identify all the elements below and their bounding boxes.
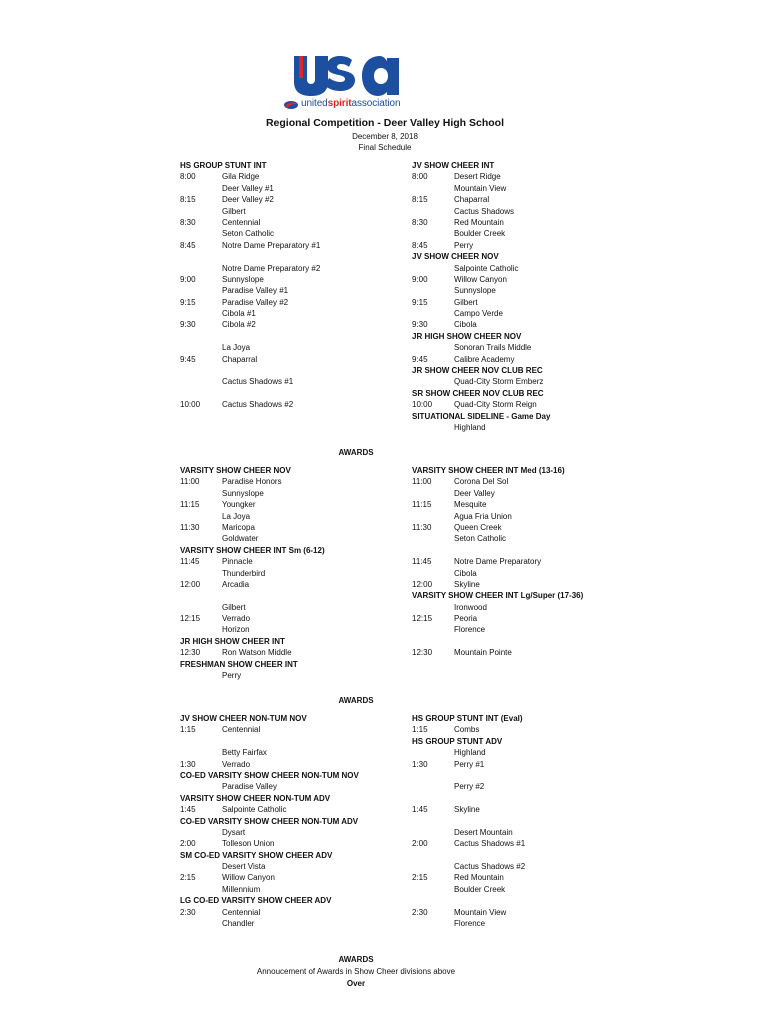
schedule-row bbox=[412, 488, 652, 499]
schedule-row bbox=[412, 613, 652, 624]
team-name: Gila Ridge bbox=[222, 172, 260, 182]
time-slot: 8:00 bbox=[412, 172, 428, 182]
time-slot: 12:00 bbox=[412, 579, 433, 589]
time-slot: 8:45 bbox=[412, 240, 428, 250]
team-name: Mountain View bbox=[454, 183, 507, 193]
division-name: SM CO-ED VARSITY SHOW CHEER ADV bbox=[180, 850, 333, 860]
time-slot: 1:45 bbox=[412, 805, 428, 815]
schedule-row bbox=[180, 194, 400, 205]
schedule-row bbox=[180, 759, 400, 770]
page-title: Regional Competition - Deer Valley High School bbox=[265, 117, 505, 129]
schedule-row bbox=[180, 206, 400, 217]
schedule-row bbox=[412, 342, 652, 353]
schedule-row bbox=[180, 781, 400, 792]
team-name: Chaparral bbox=[454, 195, 490, 205]
time-slot: 1:30 bbox=[180, 759, 196, 769]
team-name: Sunnyslope bbox=[222, 488, 264, 498]
schedule-row bbox=[412, 240, 652, 251]
schedule-row bbox=[412, 884, 652, 895]
division-heading bbox=[180, 659, 400, 670]
schedule-row bbox=[180, 476, 400, 487]
time-slot: 9:00 bbox=[412, 274, 428, 284]
team-name: Paradise Honors bbox=[222, 477, 282, 487]
logo-tagline bbox=[301, 98, 400, 109]
schedule-row bbox=[180, 624, 400, 635]
schedule-row bbox=[412, 850, 652, 861]
time-slot: 2:30 bbox=[180, 907, 196, 917]
schedule-row bbox=[180, 602, 400, 613]
team-name: Seton Catholic bbox=[454, 534, 507, 544]
schedule-row bbox=[180, 613, 400, 624]
team-name: Cibola #2 bbox=[222, 320, 256, 330]
team-name: Notre Dame Preparatory bbox=[454, 557, 542, 567]
team-name: Corona Del Sol bbox=[454, 477, 509, 487]
schedule-row bbox=[180, 670, 400, 681]
division-name: JV SHOW CHEER NOV bbox=[412, 252, 499, 262]
schedule-row bbox=[180, 285, 400, 296]
team-name: Quad-City Storm Emberz bbox=[454, 377, 544, 387]
schedule-row bbox=[180, 499, 400, 510]
schedule-row bbox=[180, 183, 400, 194]
team-name: Cibola bbox=[454, 568, 477, 578]
team-name: Highland bbox=[454, 422, 486, 432]
team-name: Perry bbox=[454, 240, 474, 250]
schedule-row bbox=[412, 838, 652, 849]
team-name: Salpointe Catholic bbox=[454, 263, 519, 273]
schedule-row bbox=[412, 422, 652, 433]
division-name: VARSITY SHOW CHEER NOV bbox=[180, 466, 291, 475]
schedule-row bbox=[180, 297, 400, 308]
footer-awards: AWARDS bbox=[338, 955, 374, 964]
time-slot: 1:15 bbox=[412, 725, 428, 735]
division-name: SR SHOW CHEER NOV CLUB REC bbox=[412, 388, 544, 398]
team-name: Perry bbox=[222, 671, 242, 681]
schedule-row bbox=[412, 228, 652, 239]
division-name: JR HIGH SHOW CHEER INT bbox=[180, 636, 285, 646]
team-name: Deer Valley bbox=[454, 488, 495, 498]
footer-over: Over bbox=[346, 979, 366, 988]
schedule-row bbox=[412, 545, 652, 556]
team-name: Gilbert bbox=[454, 297, 478, 307]
time-slot: 9:00 bbox=[180, 274, 196, 284]
team-name: Skyline bbox=[454, 579, 480, 589]
schedule-row bbox=[412, 602, 652, 613]
time-slot: 11:00 bbox=[180, 477, 200, 487]
team-name: Paradise Valley #2 bbox=[222, 297, 289, 307]
division-heading bbox=[412, 590, 652, 601]
schedule-row bbox=[180, 884, 400, 895]
schedule-row bbox=[180, 522, 400, 533]
schedule-row bbox=[412, 217, 652, 228]
schedule-row bbox=[412, 872, 652, 883]
time-slot: 10:00 bbox=[412, 400, 433, 410]
division-heading bbox=[180, 545, 400, 556]
team-name: Cactus Shadows #2 bbox=[222, 400, 294, 410]
team-name: Deer Valley #1 bbox=[222, 183, 274, 193]
team-name: Centennial bbox=[222, 725, 261, 735]
team-name: Deer Valley #2 bbox=[222, 195, 274, 205]
division-heading bbox=[412, 713, 652, 724]
team-name: Perry #1 bbox=[454, 759, 485, 769]
team-name: Horizon bbox=[222, 625, 250, 635]
schedule-row bbox=[412, 522, 652, 533]
division-name: HS GROUP STUNT ADV bbox=[412, 736, 503, 746]
schedule-row bbox=[412, 476, 652, 487]
team-name: Cactus Shadows #1 bbox=[222, 377, 294, 387]
schedule-row bbox=[180, 804, 400, 815]
team-name: Perry #2 bbox=[454, 782, 485, 792]
team-name: Sonoran Trails Middle bbox=[454, 343, 532, 353]
time-slot: 2:00 bbox=[412, 839, 428, 849]
time-slot: 11:30 bbox=[180, 522, 200, 532]
schedule-row bbox=[412, 636, 652, 647]
schedule-row bbox=[180, 240, 400, 251]
schedule-row bbox=[412, 285, 652, 296]
division-heading bbox=[412, 388, 652, 399]
schedule-row bbox=[180, 556, 400, 567]
time-slot: 8:45 bbox=[180, 240, 196, 250]
time-slot: 2:15 bbox=[180, 873, 196, 883]
schedule-row bbox=[412, 206, 652, 217]
time-slot: 12:15 bbox=[180, 614, 201, 624]
team-name: Desert Vista bbox=[222, 862, 266, 872]
team-name: Boulder Creek bbox=[454, 229, 506, 239]
team-name: Boulder Creek bbox=[454, 884, 506, 894]
division-heading bbox=[412, 411, 652, 422]
team-name: Highland bbox=[454, 748, 486, 758]
division-heading bbox=[412, 251, 652, 262]
schedule-row bbox=[412, 907, 652, 918]
schedule-row bbox=[412, 770, 652, 781]
team-name: Tolleson Union bbox=[222, 839, 275, 849]
team-name: Gilbert bbox=[222, 602, 246, 612]
schedule-row bbox=[180, 724, 400, 735]
schedule-row bbox=[180, 861, 400, 872]
team-name: Centennial bbox=[222, 907, 261, 917]
team-name: Chaparral bbox=[222, 354, 258, 364]
time-slot: 8:15 bbox=[412, 195, 428, 205]
schedule-row bbox=[180, 838, 400, 849]
time-slot: 8:30 bbox=[412, 217, 428, 227]
schedule-row bbox=[412, 297, 652, 308]
schedule-row bbox=[412, 263, 652, 274]
division-heading bbox=[180, 160, 400, 171]
division-name: SITUATIONAL SIDELINE - Game Day bbox=[412, 411, 551, 421]
team-name: Ron Watson Middle bbox=[222, 648, 292, 658]
division-name: CO-ED VARSITY SHOW CHEER NON-TUM ADV bbox=[180, 816, 359, 826]
schedule-row bbox=[180, 907, 400, 918]
time-slot: 9:15 bbox=[180, 297, 196, 307]
schedule-row bbox=[412, 171, 652, 182]
schedule-row bbox=[180, 488, 400, 499]
schedule-row bbox=[180, 171, 400, 182]
schedule-row bbox=[412, 556, 652, 567]
team-name: Agua Fria Union bbox=[454, 511, 512, 521]
schedule-row bbox=[180, 511, 400, 522]
division-heading bbox=[180, 793, 400, 804]
schedule-row bbox=[412, 816, 652, 827]
schedule-row bbox=[412, 319, 652, 330]
division-heading bbox=[412, 736, 652, 747]
team-name: Pinnacle bbox=[222, 557, 253, 567]
team-name: Dysart bbox=[222, 827, 246, 837]
footer-note: Annoucement of Awards in Show Cheer divisions above bbox=[256, 967, 456, 976]
schedule-row bbox=[412, 376, 652, 387]
division-name: CO-ED VARSITY SHOW CHEER NON-TUM NOV bbox=[180, 770, 359, 780]
team-name: Desert Mountain bbox=[454, 827, 513, 837]
team-name: Seton Catholic bbox=[222, 229, 275, 239]
schedule-row bbox=[180, 263, 400, 274]
schedule-row bbox=[180, 736, 400, 747]
team-name: Mesquite bbox=[454, 500, 487, 510]
division-name: VARSITY SHOW CHEER NON-TUM ADV bbox=[180, 793, 331, 803]
team-name: Paradise Valley bbox=[222, 782, 277, 792]
time-slot: 12:30 bbox=[180, 648, 201, 658]
time-slot: 8:00 bbox=[180, 172, 196, 182]
schedule-row bbox=[180, 590, 400, 601]
schedule-row bbox=[412, 399, 652, 410]
schedule-block-1-left bbox=[180, 160, 400, 411]
schedule-row bbox=[412, 861, 652, 872]
division-heading bbox=[180, 895, 400, 906]
team-name: Florence bbox=[454, 919, 486, 929]
team-name: Ironwood bbox=[454, 602, 487, 612]
tagline-bold: spirit bbox=[327, 98, 352, 109]
division-name: FRESHMAN SHOW CHEER INT bbox=[180, 659, 298, 669]
division-name: JR SHOW CHEER NOV CLUB REC bbox=[412, 366, 543, 376]
time-slot: 11:45 bbox=[180, 557, 200, 567]
time-slot: 2:15 bbox=[412, 873, 428, 883]
team-name: Peoria bbox=[454, 614, 478, 624]
team-name: Salpointe Catholic bbox=[222, 805, 287, 815]
team-name: Willow Canyon bbox=[454, 274, 507, 284]
usa-logo bbox=[282, 52, 434, 112]
schedule-row bbox=[412, 194, 652, 205]
division-heading bbox=[180, 713, 400, 724]
time-slot: 1:45 bbox=[180, 805, 196, 815]
division-name: JR HIGH SHOW CHEER NOV bbox=[412, 331, 522, 341]
time-slot: 9:15 bbox=[412, 297, 428, 307]
team-name: Desert Ridge bbox=[454, 172, 501, 182]
schedule-subtitle: Final Schedule bbox=[358, 143, 412, 152]
schedule-row bbox=[412, 759, 652, 770]
schedule-row bbox=[412, 747, 652, 758]
schedule-row bbox=[180, 747, 400, 758]
schedule-row bbox=[412, 274, 652, 285]
division-heading bbox=[180, 636, 400, 647]
schedule-row bbox=[412, 793, 652, 804]
team-name: Cibola bbox=[454, 320, 477, 330]
time-slot: 9:30 bbox=[180, 320, 196, 330]
time-slot: 9:45 bbox=[180, 354, 196, 364]
schedule-row bbox=[180, 331, 400, 342]
schedule-row bbox=[180, 365, 400, 376]
team-name: Cactus Shadows bbox=[454, 206, 515, 216]
time-slot: 10:00 bbox=[180, 400, 201, 410]
schedule-row bbox=[180, 533, 400, 544]
division-heading bbox=[412, 331, 652, 342]
schedule-row bbox=[412, 511, 652, 522]
time-slot: 11:00 bbox=[412, 477, 432, 487]
time-slot: 12:15 bbox=[412, 614, 433, 624]
schedule-row bbox=[180, 388, 400, 399]
team-name: Cactus Shadows #1 bbox=[454, 839, 526, 849]
division-name: VARSITY SHOW CHEER INT Lg/Super (17-36) bbox=[412, 591, 584, 601]
team-name: Mountain Pointe bbox=[454, 648, 512, 658]
team-name: Florence bbox=[454, 625, 486, 635]
division-name: VARSITY SHOW CHEER INT Med (13-16) bbox=[412, 466, 565, 475]
team-name: Skyline bbox=[454, 805, 480, 815]
team-name: Goldwater bbox=[222, 534, 259, 544]
division-heading bbox=[180, 465, 400, 476]
time-slot: 12:00 bbox=[180, 579, 201, 589]
team-name: Verrado bbox=[222, 614, 251, 624]
tagline-pre: united bbox=[301, 98, 328, 109]
time-slot: 1:30 bbox=[412, 759, 428, 769]
schedule-row bbox=[180, 872, 400, 883]
schedule-row bbox=[412, 647, 652, 658]
team-name: La Joya bbox=[222, 343, 251, 353]
schedule-block-3-left bbox=[180, 713, 400, 929]
division-heading bbox=[412, 160, 652, 171]
division-name: JV SHOW CHEER NON-TUM NOV bbox=[180, 714, 307, 723]
division-heading bbox=[412, 465, 652, 476]
schedule-row bbox=[180, 827, 400, 838]
team-name: Sunnyslope bbox=[454, 286, 496, 296]
division-heading bbox=[180, 850, 400, 861]
division-name: HS GROUP STUNT INT bbox=[180, 161, 267, 170]
team-name: Paradise Valley #1 bbox=[222, 286, 289, 296]
schedule-row bbox=[412, 183, 652, 194]
schedule-row bbox=[412, 781, 652, 792]
division-heading bbox=[180, 770, 400, 781]
schedule-row bbox=[412, 354, 652, 365]
awards-heading-1: AWARDS bbox=[338, 448, 374, 457]
schedule-row bbox=[412, 804, 652, 815]
team-name: Calibre Academy bbox=[454, 354, 515, 364]
team-name: Thunderbird bbox=[222, 568, 266, 578]
time-slot: 12:30 bbox=[412, 648, 433, 658]
team-name: Mountain View bbox=[454, 907, 507, 917]
time-slot: 9:30 bbox=[412, 320, 428, 330]
time-slot: 11:15 bbox=[180, 500, 200, 510]
team-name: Verrado bbox=[222, 759, 251, 769]
schedule-row bbox=[180, 647, 400, 658]
time-slot: 2:30 bbox=[412, 907, 428, 917]
schedule-row bbox=[180, 308, 400, 319]
time-slot: 11:15 bbox=[412, 500, 432, 510]
team-name: Cactus Shadows #2 bbox=[454, 862, 526, 872]
schedule-row bbox=[412, 827, 652, 838]
team-name: Campo Verde bbox=[454, 309, 503, 319]
division-name: LG CO-ED VARSITY SHOW CHEER ADV bbox=[180, 896, 332, 906]
team-name: Millennium bbox=[222, 884, 261, 894]
schedule-row bbox=[180, 376, 400, 387]
schedule-row bbox=[412, 918, 652, 929]
schedule-row bbox=[412, 724, 652, 735]
schedule-row bbox=[180, 228, 400, 239]
tagline-post: association bbox=[351, 98, 401, 109]
time-slot: 8:30 bbox=[180, 217, 196, 227]
team-name: Maricopa bbox=[222, 522, 255, 532]
team-name: Notre Dame Preparatory #1 bbox=[222, 240, 321, 250]
team-name: Cibola #1 bbox=[222, 309, 256, 319]
schedule-block-3-right bbox=[412, 713, 652, 929]
schedule-row bbox=[412, 533, 652, 544]
time-slot: 11:30 bbox=[412, 522, 432, 532]
schedule-row bbox=[412, 568, 652, 579]
division-name: VARSITY SHOW CHEER INT Sm (6-12) bbox=[180, 545, 325, 555]
event-date: December 8, 2018 bbox=[352, 132, 418, 141]
time-slot: 11:45 bbox=[412, 557, 432, 567]
time-slot: 1:15 bbox=[180, 725, 196, 735]
time-slot: 2:00 bbox=[180, 839, 196, 849]
schedule-block-1-right bbox=[412, 160, 652, 433]
schedule-row bbox=[180, 319, 400, 330]
team-name: Chandler bbox=[222, 919, 255, 929]
team-name: Combs bbox=[454, 725, 480, 735]
schedule-row bbox=[180, 274, 400, 285]
time-slot: 8:15 bbox=[180, 195, 196, 205]
schedule-row bbox=[180, 579, 400, 590]
schedule-row bbox=[180, 251, 400, 262]
schedule-row bbox=[412, 499, 652, 510]
team-name: Arcadia bbox=[222, 579, 250, 589]
team-name: Centennial bbox=[222, 217, 261, 227]
team-name: Quad-City Storm Reign bbox=[454, 400, 537, 410]
time-slot: 9:45 bbox=[412, 354, 428, 364]
team-name: Willow Canyon bbox=[222, 873, 275, 883]
team-name: Sunnyslope bbox=[222, 274, 264, 284]
schedule-row bbox=[180, 399, 400, 410]
division-heading bbox=[412, 365, 652, 376]
schedule-row bbox=[180, 342, 400, 353]
team-name: Red Mountain bbox=[454, 217, 504, 227]
schedule-row bbox=[412, 579, 652, 590]
team-name: Red Mountain bbox=[454, 873, 504, 883]
schedule-row bbox=[180, 217, 400, 228]
team-name: La Joya bbox=[222, 511, 251, 521]
team-name: Queen Creek bbox=[454, 522, 502, 532]
schedule-row bbox=[180, 354, 400, 365]
team-name: Gilbert bbox=[222, 206, 246, 216]
schedule-row bbox=[412, 624, 652, 635]
schedule-row bbox=[412, 895, 652, 906]
division-heading bbox=[180, 816, 400, 827]
schedule-row bbox=[180, 918, 400, 929]
team-name: Youngker bbox=[222, 500, 256, 510]
schedule-row bbox=[180, 568, 400, 579]
schedule-block-2-right bbox=[412, 465, 652, 659]
team-name: Notre Dame Preparatory #2 bbox=[222, 263, 321, 273]
schedule-row bbox=[412, 308, 652, 319]
division-name: HS GROUP STUNT INT (Eval) bbox=[412, 714, 523, 723]
schedule-block-2-left bbox=[180, 465, 400, 681]
team-name: Betty Fairfax bbox=[222, 748, 267, 758]
division-name: JV SHOW CHEER INT bbox=[412, 161, 495, 170]
awards-heading-2: AWARDS bbox=[338, 696, 374, 705]
swoosh-icon bbox=[284, 101, 298, 109]
